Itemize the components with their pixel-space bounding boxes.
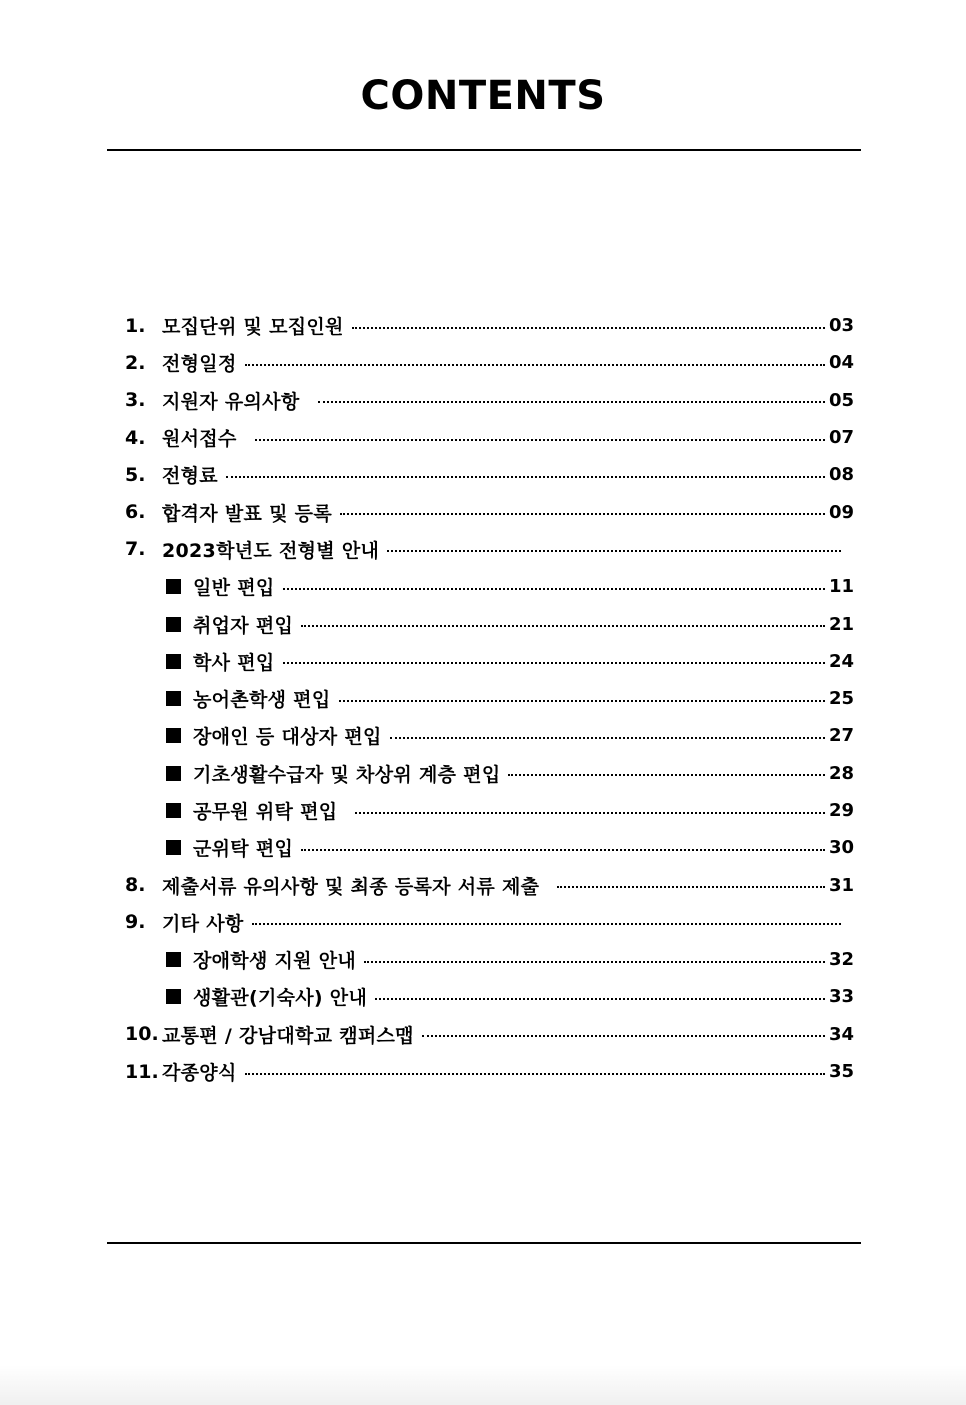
dot-leader: [387, 550, 841, 552]
toc-label: 교통편 / 강남대학교 캠퍼스맵: [162, 1024, 414, 1047]
toc-page-number: 09: [829, 501, 855, 523]
toc-page-number: 08: [829, 464, 855, 486]
toc-entry-4[interactable]: [125, 419, 855, 456]
dot-leader: [245, 364, 825, 366]
toc-label: 공무원 위탁 편입: [193, 801, 338, 823]
toc-page-number: 30: [829, 837, 855, 859]
dot-leader: [318, 401, 826, 403]
toc-label: 군위탁 편입: [193, 838, 294, 861]
page-edge-shadow: [0, 1365, 966, 1405]
dot-leader: [255, 439, 825, 441]
square-bullet-icon: [166, 579, 181, 594]
toc-label: 전형료: [162, 465, 218, 488]
toc-subentry[interactable]: [125, 643, 855, 680]
toc-page-number: 34: [829, 1023, 855, 1045]
toc-subentry[interactable]: [125, 680, 855, 717]
dot-leader: [283, 662, 825, 664]
toc-entry-6[interactable]: [125, 493, 855, 530]
toc-label: 제출서류 유의사항 및 최종 등록자 서류 제출: [162, 875, 540, 898]
square-bullet-icon: [166, 691, 181, 706]
toc-entry-11[interactable]: [125, 1053, 855, 1090]
toc-subentry[interactable]: [125, 568, 855, 605]
toc-number: 2.: [125, 351, 146, 374]
toc-number: 4.: [125, 426, 146, 449]
toc-subentry[interactable]: [125, 792, 855, 829]
dot-leader: [301, 849, 825, 851]
toc-number: 6.: [125, 501, 146, 524]
toc-number: 7.: [125, 538, 146, 561]
square-bullet-icon: [166, 728, 181, 743]
square-bullet-icon: [166, 840, 181, 855]
dot-leader: [340, 513, 825, 515]
dot-leader: [245, 1073, 825, 1075]
toc-entry-2[interactable]: [125, 344, 855, 381]
toc-label: 농어촌학생 편입: [193, 689, 331, 712]
toc-subentry[interactable]: [125, 717, 855, 754]
toc-label: 기타 사항: [162, 912, 244, 935]
toc-entry-7[interactable]: [125, 531, 851, 568]
toc-page-number: 29: [829, 800, 855, 821]
toc-number: 5.: [125, 463, 146, 486]
toc-number: 3.: [125, 389, 146, 412]
toc-subentry[interactable]: [125, 755, 855, 792]
toc-subentry[interactable]: [125, 941, 855, 978]
toc-page-number: 04: [829, 352, 855, 374]
top-divider: [107, 149, 861, 151]
toc-label: 2023학년도 전형별 안내: [162, 539, 380, 562]
page-title: CONTENTS: [360, 73, 606, 119]
square-bullet-icon: [166, 617, 181, 632]
dot-leader: [390, 737, 825, 739]
toc-number: 9.: [125, 911, 146, 934]
toc-label: 지원자 유의사항: [162, 390, 300, 413]
square-bullet-icon: [166, 803, 181, 818]
toc-page-number: 32: [829, 949, 855, 971]
toc-number: 1.: [125, 314, 146, 337]
toc-page-number: 24: [829, 650, 855, 672]
toc-label: 모집단위 및 모집인원: [162, 316, 344, 339]
toc-page-number: 05: [829, 389, 855, 411]
toc-entry-10[interactable]: [125, 1016, 855, 1053]
toc-label: 장애인 등 대상자 편입: [193, 726, 382, 749]
toc-label: 전형일정: [162, 353, 237, 376]
table-of-contents: [125, 307, 855, 1090]
dot-leader: [339, 700, 826, 702]
toc-number: 8.: [125, 874, 146, 897]
dot-leader: [422, 1035, 825, 1037]
toc-subentry[interactable]: [125, 605, 855, 642]
toc-label: 장애학생 지원 안내: [193, 950, 357, 973]
toc-label: 취업자 편입: [193, 614, 294, 637]
toc-number: 10.: [125, 1023, 159, 1046]
toc-entry-8[interactable]: [125, 866, 855, 903]
toc-label: 기초생활수급자 및 차상위 계층 편입: [193, 763, 501, 786]
square-bullet-icon: [166, 952, 181, 967]
toc-label: 원서접수: [162, 428, 237, 451]
toc-page-number: 27: [829, 725, 855, 747]
toc-subentry[interactable]: [125, 978, 855, 1015]
dot-leader: [375, 998, 825, 1000]
toc-label: 각종양식: [162, 1062, 237, 1085]
square-bullet-icon: [166, 989, 181, 1004]
dot-leader: [301, 625, 825, 627]
toc-label: 합격자 발표 및 등록: [162, 502, 332, 525]
dot-leader: [283, 588, 825, 590]
dot-leader: [557, 886, 825, 888]
toc-page-number: 28: [829, 762, 855, 784]
toc-page-number: 25: [829, 688, 855, 710]
dot-leader: [355, 812, 825, 814]
toc-page-number: 03: [829, 315, 855, 337]
toc-page-number: 35: [829, 1061, 855, 1083]
toc-page-number: 33: [829, 986, 855, 1008]
toc-label: 생활관(기숙사) 안내: [193, 987, 368, 1010]
toc-number: 11.: [125, 1060, 159, 1083]
toc-page-number: 21: [829, 613, 855, 635]
toc-entry-5[interactable]: [125, 456, 855, 493]
toc-label: 학사 편입: [193, 651, 275, 674]
dot-leader: [252, 923, 841, 925]
dot-leader: [364, 961, 825, 963]
toc-entry-9[interactable]: [125, 904, 851, 941]
toc-page-number: 07: [829, 427, 855, 449]
dot-leader: [508, 774, 825, 776]
toc-subentry[interactable]: [125, 829, 855, 866]
square-bullet-icon: [166, 766, 181, 781]
dot-leader: [352, 327, 825, 329]
bottom-divider: [107, 1242, 861, 1244]
toc-entry-3[interactable]: [125, 382, 855, 419]
toc-entry-1[interactable]: [125, 307, 855, 344]
dot-leader: [226, 476, 825, 478]
toc-page-number: 31: [829, 874, 855, 896]
toc-page-number: 11: [829, 576, 855, 598]
toc-label: 일반 편입: [193, 577, 275, 600]
square-bullet-icon: [166, 654, 181, 669]
